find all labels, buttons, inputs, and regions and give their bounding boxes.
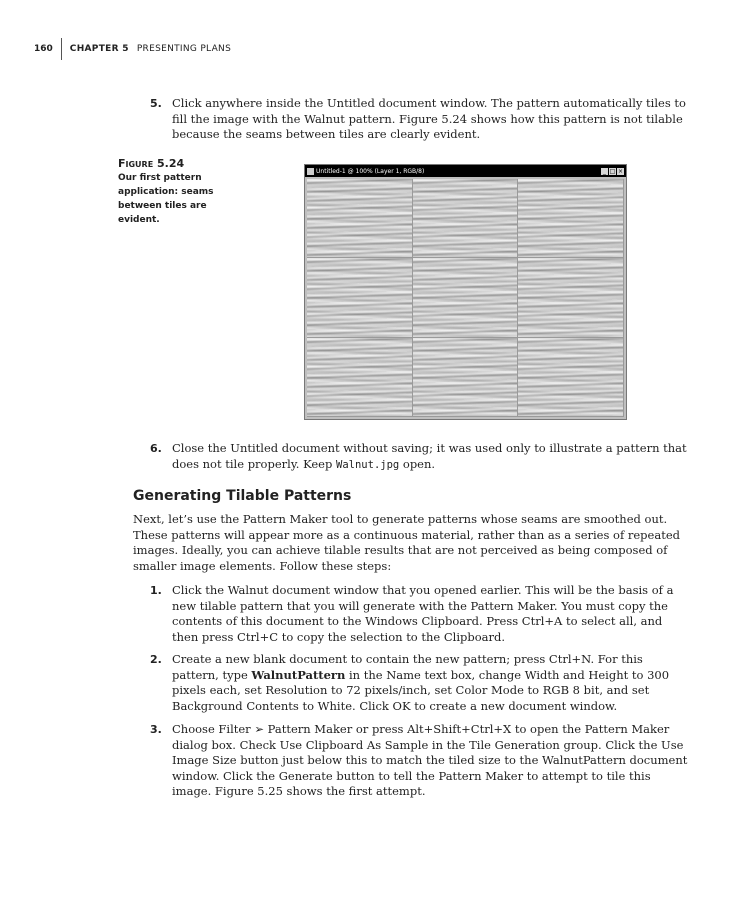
pattern-tile <box>307 258 413 337</box>
window-title: Untitled-1 @ 100% (Layer 1, RGB/8) <box>316 167 425 175</box>
chapter-title: PRESENTING PLANS <box>136 44 232 54</box>
step-text <box>172 652 690 714</box>
section-heading: Generating Tilable Patterns <box>133 488 352 504</box>
window-controls <box>600 168 624 175</box>
step-number: 2. <box>150 653 162 666</box>
pattern-tile <box>518 258 624 337</box>
step-text-part: in the Name text box, change Width and Height to 300 pixels each, set Resolution to 72 pixels/inch, set Color Mode to RGB 8 bit, and set Background Contents to White. Click OK to create a new document window. <box>172 667 670 713</box>
step-5 <box>150 96 690 143</box>
header-divider <box>61 38 62 60</box>
step-text: Choose Filter ➢ Pattern Maker or press Alt+Shift+Ctrl+X to open the Pattern Maker dialog box. Check Use Clipboard As Sample in the Tile Generation group. Click the Use Image Size button just below this to match the tiled size to the WalnutPattern document window. Click the Generate button to tell the Pattern Maker to attempt to tile this image. Figure 5.25 shows the first attempt. <box>172 722 688 798</box>
step-text-part: Create a new blank document to contain the new pattern; press Ctrl+N. For this pattern, type <box>172 652 643 682</box>
walnut-pattern-canvas <box>307 179 624 417</box>
step-number: 1. <box>150 584 162 597</box>
figure-label: Figure 5.24 <box>118 157 185 170</box>
step-text-part: Close the Untitled document without saving; it was used only to illustrate a pattern that does not tile properly. Keep <box>172 441 687 471</box>
bold-term: WalnutPattern <box>251 667 346 682</box>
step-text: Click the Walnut document window that you opened earlier. This will be the basis of a new tilable pattern that you will generate with the Pattern Maker. You must copy the contents of this document to the Windows Clipboard. Press Ctrl+A to select all, and then press Ctrl+C to copy the selection to the Clipboard. <box>172 583 674 644</box>
figure-caption <box>118 157 238 227</box>
step-text <box>172 441 690 473</box>
pattern-tile <box>307 179 413 258</box>
pattern-tile <box>413 338 519 417</box>
step-text-part: open. <box>399 456 436 471</box>
window-titlebar <box>305 165 626 177</box>
page-number: 160 <box>34 44 53 54</box>
pattern-tile <box>518 179 624 258</box>
step-1 <box>150 583 690 645</box>
close-icon: × <box>617 167 624 175</box>
pattern-tile <box>413 258 519 337</box>
pattern-tile <box>307 338 413 417</box>
step-number: 6. <box>150 442 162 455</box>
step-2 <box>150 652 690 714</box>
chapter-label: CHAPTER 5 <box>69 44 129 54</box>
pattern-tile <box>518 338 624 417</box>
step-3 <box>150 722 690 800</box>
caption-text: Our first pattern application: seams between tiles are evident. <box>118 173 214 225</box>
step-number: 3. <box>150 723 162 736</box>
figure-document-window <box>304 164 627 420</box>
section-intro: Next, let’s use the Pattern Maker tool to generate patterns whose seams are smoothed out. These patterns will appear more as a continuous material, rather than as a series of repeated images. Ideally, you can achieve tilable results that are not perceived as being composed of smaller image elements. Follow these steps: <box>133 512 680 573</box>
filename-code: Walnut.jpg <box>336 458 400 471</box>
step-6 <box>150 441 690 473</box>
minimize-icon: _ <box>603 167 606 175</box>
step-text: Click anywhere inside the Untitled document window. The pattern automatically tiles to fill the image with the Walnut pattern. Figure 5.24 shows how this pattern is not tilable because the seams between tiles are clearly evident. <box>172 96 686 141</box>
step-number: 5. <box>150 97 162 110</box>
running-header <box>34 38 231 60</box>
maximize-icon: □ <box>609 167 616 175</box>
pattern-tile <box>413 179 519 258</box>
app-icon <box>307 168 314 175</box>
